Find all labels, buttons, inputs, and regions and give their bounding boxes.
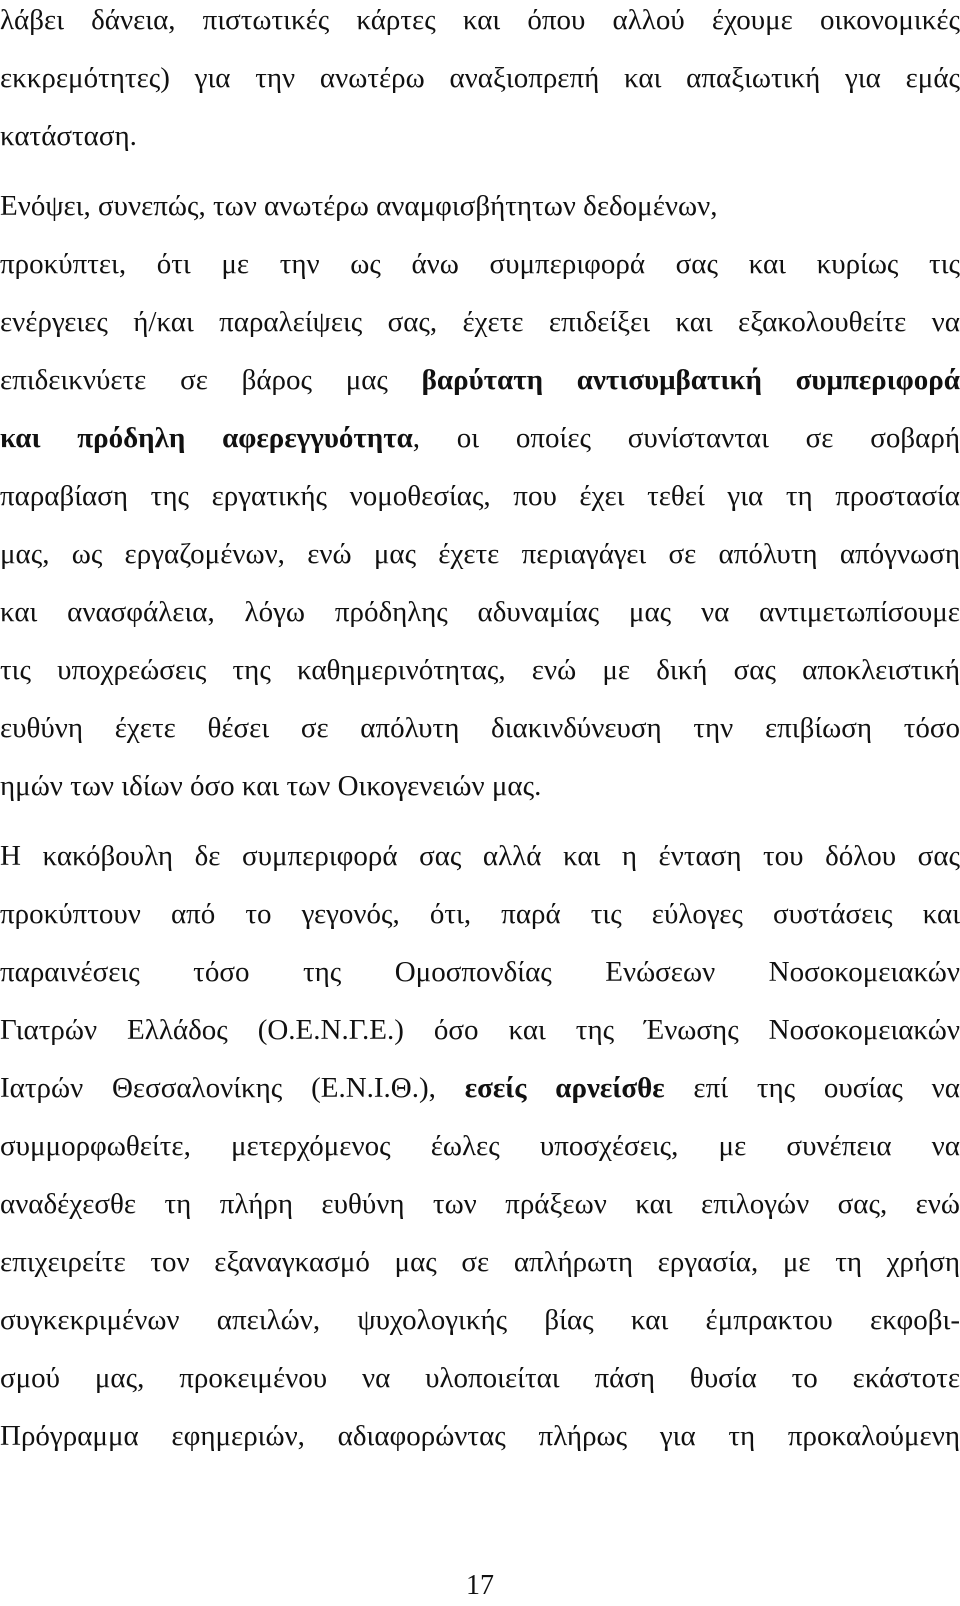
text-segment: Ιατρών Θεσσαλονίκης (Ε.Ν.Ι.Θ.),	[0, 1072, 465, 1104]
text-segment: Ενόψει, συνεπώς, των ανωτέρω αναμφισβήτητων δεδομένων,	[0, 190, 718, 222]
text-segment: και ανασφάλεια, λόγω πρόδηλης αδυναμίας μας να αντιμετωπίσουμε	[0, 596, 960, 628]
text-segment: ημών των ιδίων όσο και των Οικογενειών μας.	[0, 770, 542, 802]
bold-text-segment: βαρύτατη αντισυμβατική συμπεριφορά	[421, 364, 960, 396]
bold-text-segment: εσείς αρνείσθε	[464, 1072, 665, 1104]
text-line	[0, 1358, 960, 1416]
text-segment: επί της ουσίας να	[664, 1072, 960, 1104]
text-line	[0, 592, 960, 650]
text-segment: συμμορφωθείτε, μετερχόμενος έωλες υποσχέσεις, με συνέπεια να	[0, 1130, 960, 1162]
text-segment: συγκεκριμένων απειλών, ψυχολογικής βίας και έμπρακτου εκφοβι-	[0, 1304, 960, 1336]
text-line	[0, 1242, 960, 1300]
text-line	[0, 418, 960, 476]
text-line	[0, 708, 960, 766]
text-segment: τις υποχρεώσεις της καθημερινότητας, ενώ με δική σας αποκλειστική	[0, 654, 960, 686]
text-line	[0, 360, 960, 418]
text-line	[0, 766, 960, 836]
text-line	[0, 186, 960, 244]
text-line	[0, 1300, 960, 1358]
text-line	[0, 952, 960, 1010]
text-segment: Γιατρών Ελλάδος (Ο.Ε.Ν.Γ.Ε.) όσο και της Ένωσης Νοσοκομειακών	[0, 1014, 960, 1046]
bold-text-segment: και πρόδηλη αφερεγγυότητα	[0, 422, 413, 454]
text-line	[0, 1068, 960, 1126]
text-line	[0, 116, 960, 186]
text-segment: παραβίαση της εργατικής νομοθεσίας, που έχει τεθεί για τη προστασία	[0, 480, 960, 512]
text-segment: , οι οποίες συνίστανται σε σοβαρή	[412, 422, 960, 454]
text-line	[0, 650, 960, 708]
text-segment: σμού μας, προκειμένου να υλοποιείται πάση θυσία το εκάστοτε	[0, 1362, 960, 1394]
text-segment: Πρόγραμμα εφημεριών, αδιαφορώντας πλήρως για τη προκαλούμενη	[0, 1420, 960, 1452]
text-segment: κατάσταση.	[0, 120, 137, 152]
text-line	[0, 1010, 960, 1068]
text-line	[0, 1416, 960, 1474]
text-line	[0, 1184, 960, 1242]
text-line	[0, 1126, 960, 1184]
text-line	[0, 0, 960, 58]
text-segment: επιδεικνύετε σε βάρος μας	[0, 364, 422, 396]
text-line	[0, 244, 960, 302]
page-number: 17	[466, 1570, 494, 1601]
text-segment: λάβει δάνεια, πιστωτικές κάρτες και όπου αλλού έχουμε οικονομικές	[0, 4, 960, 36]
text-segment: ενέργειες ή/και παραλείψεις σας, έχετε επιδείξει και εξακολουθείτε να	[0, 306, 960, 338]
text-line	[0, 58, 960, 116]
text-segment: επιχειρείτε τον εξαναγκασμό μας σε απλήρωτη εργασία, με τη χρήση	[0, 1246, 960, 1278]
text-segment: εκκρεμότητες) για την ανωτέρω αναξιοπρεπή και απαξιωτική για εμάς	[0, 62, 960, 94]
text-line	[0, 894, 960, 952]
text-segment: προκύπτει, ότι με την ως άνω συμπεριφορά σας και κυρίως τις	[0, 248, 960, 280]
text-segment: ευθύνη έχετε θέσει σε απόλυτη διακινδύνευση την επιβίωση τόσο	[0, 712, 960, 744]
text-segment: παραινέσεις τόσο της Ομοσπονδίας Ενώσεων Νοσοκομειακών	[0, 956, 960, 988]
text-segment: προκύπτουν από το γεγονός, ότι, παρά τις εύλογες συστάσεις και	[0, 898, 960, 930]
text-segment: αναδέχεσθε τη πλήρη ευθύνη των πράξεων και επιλογών σας, ενώ	[0, 1188, 960, 1220]
text-line	[0, 476, 960, 534]
text-segment: μας, ως εργαζομένων, ενώ μας έχετε περιαγάγει σε απόλυτη απόγνωση	[0, 538, 960, 570]
text-line	[0, 836, 960, 894]
text-line	[0, 534, 960, 592]
text-segment: Η κακόβουλη δε συμπεριφορά σας αλλά και η ένταση του δόλου σας	[0, 840, 960, 872]
text-line	[0, 302, 960, 360]
